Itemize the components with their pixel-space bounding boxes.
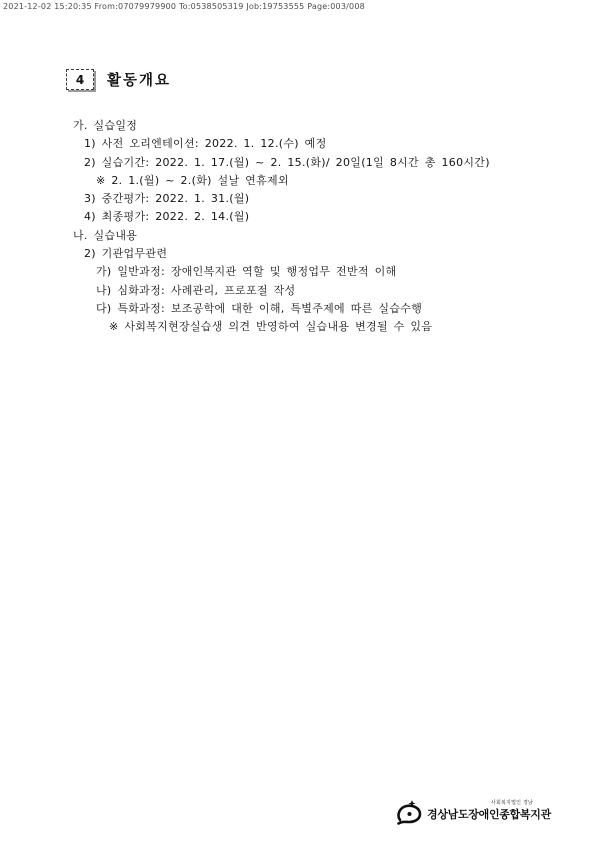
body-line: 다) 특화과정: 보조공학에 대한 이해, 특별주제에 따른 실습수행 [96,301,423,315]
body-line: 1) 사전 오리엔테이션: 2022. 1. 12.(수) 예정 [84,137,327,151]
org-logo-swirl-icon [395,800,425,830]
body-line: 4) 최종평가: 2022. 2. 14.(월) [84,210,250,224]
section-number: 4 [75,72,85,87]
document-body [0,117,610,337]
footer-org-name: 경상남도장애인종합복지관 [427,808,551,821]
fax-header-meta: 2021-12-02 15:20:35 From:07079979900 To:0538505319 Job:19753555 Page:003/008 [3,2,365,11]
body-line: 2) 기관업무관련 [84,247,168,261]
body-line: 2) 실습기간: 2022. 1. 17.(월) ~ 2. 15.(화)/ 20일(1일 8시간 총 160시간) [84,155,490,169]
footer-logo-block [395,796,560,830]
body-line: 나) 심화과정: 사례관리, 프로포절 작성 [96,283,296,297]
body-line: 가) 일반과정: 장애인복지관 역할 및 행정업무 전반적 이해 [96,265,397,279]
body-line-note: ※ 사회복지현장실습생 의견 반영하여 실습내용 변경될 수 있음 [109,320,433,334]
section-title-row [66,69,171,90]
page-title: 활동개요 [107,73,172,89]
body-line: 3) 중간평가: 2022. 1. 31.(월) [84,192,250,206]
section-number-box [66,69,94,90]
footer-tagline: 사회복지법인 경남 [490,800,533,806]
body-line-note: ※ 2. 1.(월) ~ 2.(화) 설날 연휴제외 [96,173,289,187]
body-line: 나. 실습내용 [73,228,138,242]
body-line: 가. 실습일정 [73,119,138,132]
